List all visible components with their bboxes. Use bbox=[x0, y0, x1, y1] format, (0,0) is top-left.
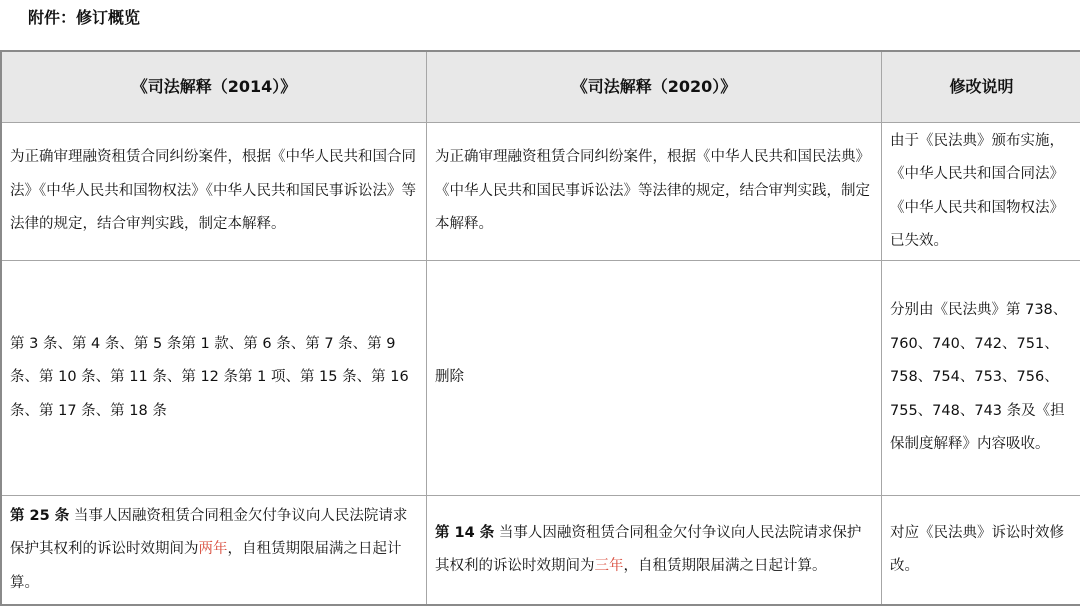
header-row bbox=[2, 52, 1080, 123]
article-text-end: ，自租赁期限届满之日起计算。 bbox=[623, 558, 827, 574]
article-number: 第 14 条 bbox=[435, 524, 495, 541]
cell-notes: 分别由《民法典》第 738、760、740、742、751、758、754、753、756、755、748、743 条及《担保制度解释》内容吸收。 bbox=[882, 261, 1080, 496]
cell-2020: 为正确审理融资租赁合同纠纷案件，根据《中华人民共和国民法典》《中华人民共和国民事诉讼法》等法律的规定，结合审判实践，制定本解释。 bbox=[427, 123, 882, 261]
article-text-end: ，自租赁期限届满之日起计算。 bbox=[10, 541, 402, 591]
cell-notes: 由于《民法典》颁布实施，《中华人民共和国合同法》《中华人民共和国物权法》已失效。 bbox=[882, 123, 1080, 261]
article-text: 当事人因融资租赁合同租金欠付争议向人民法院请求保护其权利的诉讼时效期间为 bbox=[10, 507, 408, 558]
highlight-term: 三年 bbox=[594, 558, 624, 574]
cell-2014: 第 3 条、第 4 条、第 5 条第 1 款、第 6 条、第 7 条、第 9 条、第 10 条、第 11 条、第 12 条第 1 项、第 15 条、第 16 条、第 17 条、第 18 条 bbox=[2, 261, 427, 496]
header-notes: 修改说明 bbox=[882, 52, 1080, 123]
revision-table bbox=[0, 50, 1079, 606]
cell-2020: 删除 bbox=[427, 261, 882, 496]
article-text: 当事人因融资租赁合同租金欠付争议向人民法院请求保护其权利的诉讼时效期间为 bbox=[435, 524, 862, 574]
page-title: 附件：修订概览 bbox=[28, 8, 141, 27]
cell-notes: 对应《民法典》诉讼时效修改。 bbox=[890, 524, 1064, 574]
cell-2020 bbox=[427, 496, 882, 604]
table-row bbox=[2, 123, 1080, 261]
header-2014: 《司法解释（2014）》 bbox=[2, 52, 427, 123]
table-row bbox=[2, 261, 1080, 496]
table-row bbox=[2, 496, 1080, 604]
article-number: 第 25 条 bbox=[10, 507, 70, 524]
cell-2014: 为正确审理融资租赁合同纠纷案件，根据《中华人民共和国合同法》《中华人民共和国物权法》《中华人民共和国民事诉讼法》等法律的规定，结合审判实践，制定本解释。 bbox=[2, 123, 427, 261]
header-2020: 《司法解释（2020）》 bbox=[427, 52, 882, 123]
highlight-term: 两年 bbox=[198, 541, 228, 558]
cell-2014 bbox=[2, 496, 427, 604]
